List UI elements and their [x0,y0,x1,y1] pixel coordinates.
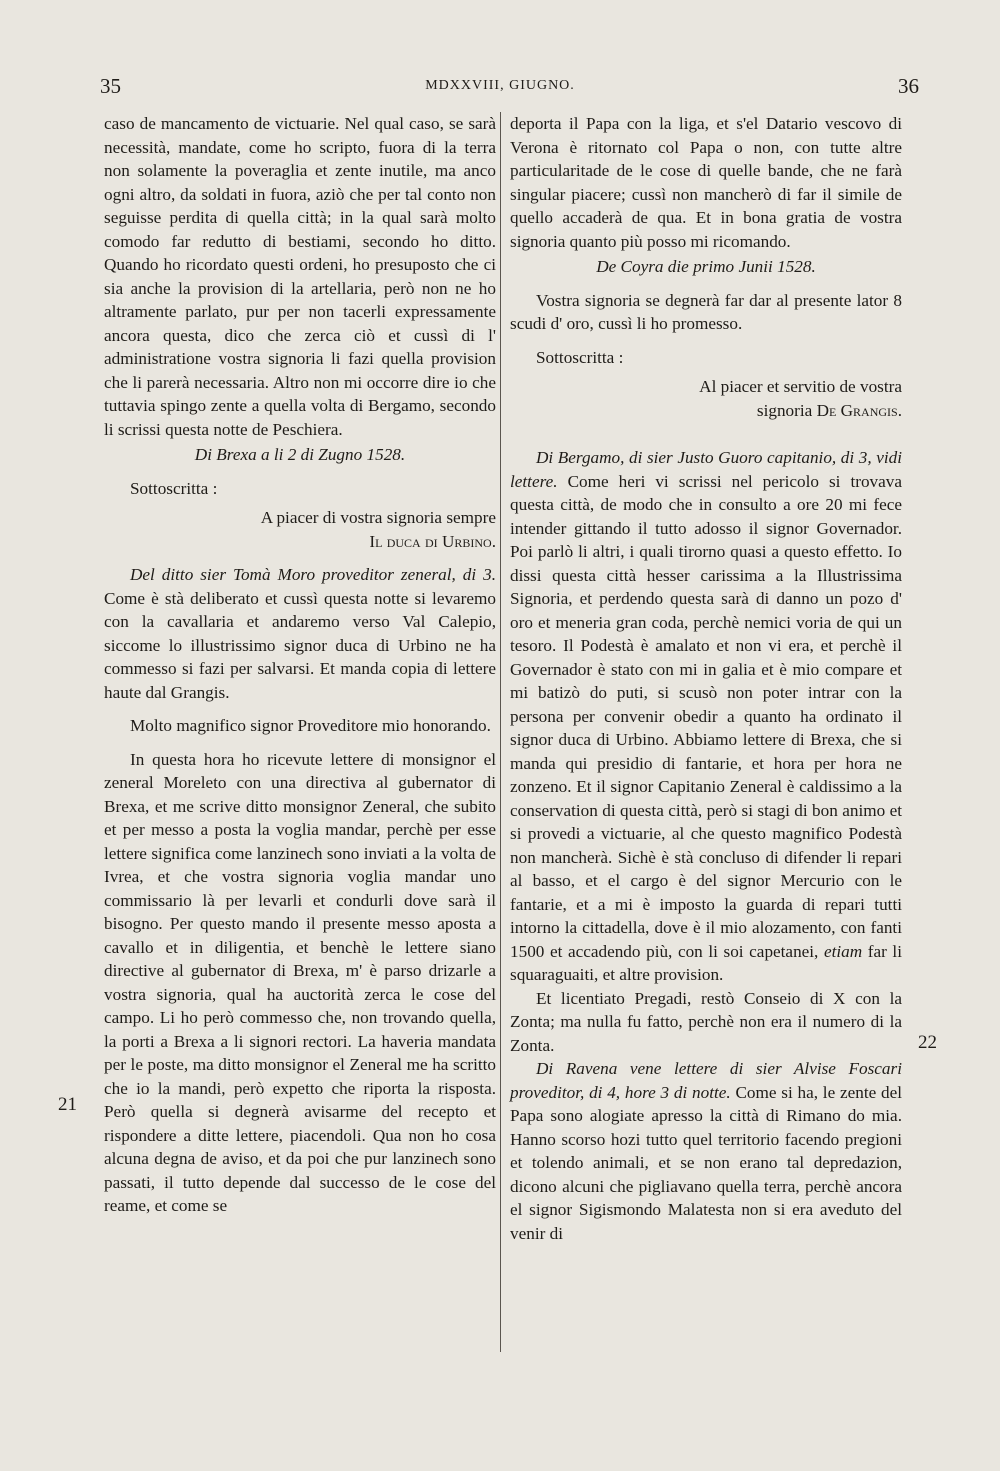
salutation: Molto magnifico signor Proveditore mio honorando. [130,716,491,735]
paragraph-text: far li squaraguaiti, et altre provision. [510,941,902,984]
signature-line: A piacer di vostra signoria sempre [260,508,496,527]
dateline: Di Brexa a li 2 di Zugno 1528. [194,445,406,464]
paragraph: Vostra signoria se degnerà far dar al presente lator 8 scudi d' oro, cussì li ho promesso. [510,290,902,333]
page-number-left: 35 [100,74,121,98]
letter-heading: Del ditto sier Tomà Moro proveditor zeneral, di 3. [130,565,496,584]
column-divider [500,112,501,1352]
letter-heading: Di Bergamo, di sier Justo Guoro capitanio, di 3, vidi lettere. [510,448,902,491]
subscription-label: Sottoscritta : [536,347,624,367]
paragraph [510,446,902,987]
page-number-right: 36 [898,74,919,98]
paragraph-text: Come è stà deliberato et cussì questa notte si levaremo con la cavallaria et andaremo verso Val Calepio, siccome lo illustrissimo signor duca di Urbino ne ha commesso si fazi per salvarsi. Et manda copia di lettere haute dal Grangis. [104,588,496,702]
signature-text: signoria [756,400,817,420]
running-title: MDXXVIII, GIUGNO. [425,78,575,93]
signature-line: Al piacer et servitio de vostra [699,377,902,396]
dateline: De Coyra die primo Junii 1528. [596,257,816,276]
signature-name: De Grangis. [816,400,902,420]
signature-line [510,399,902,423]
signature-name: Il duca di Urbino. [369,531,496,551]
paragraph-text: Come heri vi scrissi nel pericolo si trovava questa città, de modo che in consulto a ore 20 mi fece intender gittando il tutto adosso il signor Governador. Poi parlò li altri, i quali tirorno quasi a questo effetto. Io dissi questa città hesser carissima a la Illustrissima Signoria, et perdendo questa sarà di danno un pozo d' oro et meneria gran coda, perchè nemici voria de qui un tesoro. Il Podestà è amalato et non vi era, et perchè il Governador è stato con mi in galia et è mio compare et mi batizò do puti, si scusò non poter intrar con la persona per convenir obedir a quanto ha ordinato il signor duca di Urbino. Abbiamo lettere di Brexa, che si manda qui presidio di fantarie, et hora per hora ne zonzeno. Et il signor Capitanio Zeneral è caldissimo a la conservation di questa città, però si stagi di bon animo et si provedi a victuarie, al che questo magnifico Podestà non mancherà. Sichè è stà concluso di difender li repari al basso, et el cargo è del signor Mercurio con le fantarie, et a mi è imposto la guarda di repari tutti intorno la cittadella, dove è il mio alozamento, con fanti 1500 et accadendo più, con li soi capetanei, [510,471,902,961]
margin-line-number-right: 22 [918,1032,937,1053]
paragraph: In questa hora ho ricevute lettere di monsignor el zeneral Moreleto con una directiva al gubernator di Brexa, et me scrive ditto monsignor Zeneral, che subito et per messo a posta la voglia mandar, perchè per esse lettere significa come lanzinech sono inviati a la volta de Ivrea, et che vostra signoria voglia mandar uno commissario là per levarli et condurli dove sarà il bisogno. Per questo mando il presente messo aposta a cavallo et in diligentia, et benchè le lettere siano directive al gubernator di Brexa, m' è parso drizarle a vostra signoria, qual ha auctorità zerca le cose del campo. Li ho però commesso che, non trovando quella, la porti a Brexa a li signori rectori. La haveria mandata per le poste, ma ditto monsignor el Zeneral me ha scritto che io la mandi, però expetto che riporta la risposta. Però quella si degnerà avisarme del recepto et rispondere a ditte lettere, piacendoli. Qua non ho cosa alcuna degna de aviso, et da poi che pur lanzinech sono passati, il tutto depende dal successo de le cose del reame, et come se [104,749,496,1215]
subscription-label: Sottoscritta : [130,478,218,498]
margin-line-number-left: 21 [58,1094,77,1115]
letter-heading: Di Ravena vene lettere di sier Alvise Foscari proveditor, di 4, hore 3 di notte. [510,1059,902,1102]
italic-word: etiam [823,941,863,961]
paragraph: deporta il Papa con la liga, et s'el Datario vescovo di Verona è ritornato col Papa o non, con tutte altre particularitade de le cose di quelle bande, che ne farà singular piacere; cussì non mancherò di far il simile de quello accaderà de qua. Et in bona gratia de vostra signoria quanto più posso mi ricomando. [510,114,902,251]
left-column [104,112,496,1218]
right-column [510,112,902,1245]
paragraph: Et licentiato Pregadi, restò Conseio di X con la Zonta; ma nulla fu fatto, perchè non era il numero di la Zonta. [510,988,902,1055]
paragraph [104,563,496,704]
paragraph [510,1057,902,1245]
paragraph: caso de mancamento de victuarie. Nel qual caso, se sarà necessità, mandate, come ho scripto, fuora di la terra non solamente la poveraglia et zente inutile, ma anco ogni altro, da soldati in fuora, aziò che per tal conto non seguisse perdita di quella città; in la qual sarà molto comodo far redutto di bestiami, secondo ho ditto. Quando ho ricordato questi ordeni, ho presuposto che ci sia anche la provision di la artellaria, però non ne ho altramente parlato, pur per non tacerli expressamente ancora questa, dico che zerca ciò et cussì di l' administratione vostra signoria li fazi quella provision che li parerà necessaria. Altro non mi occorre dire io che tuttavia spingo zente a quella volta di Bergamo, secondo li scrissi questa notte de Peschiera. [104,114,496,439]
paragraph-text: Come si ha, le zente del Papa sono alogiate apresso la città di Rimano do mia. Hanno scorso hozi tutto quel territorio facendo pregioni et tolendo animali, et se non erano tal depredazion, dicono alcuni che pigliavano quella terra, perchè ancora el signor Sigismondo Malatesta non si era aveduto del venir di [510,1082,902,1243]
page-header [0,70,1000,100]
